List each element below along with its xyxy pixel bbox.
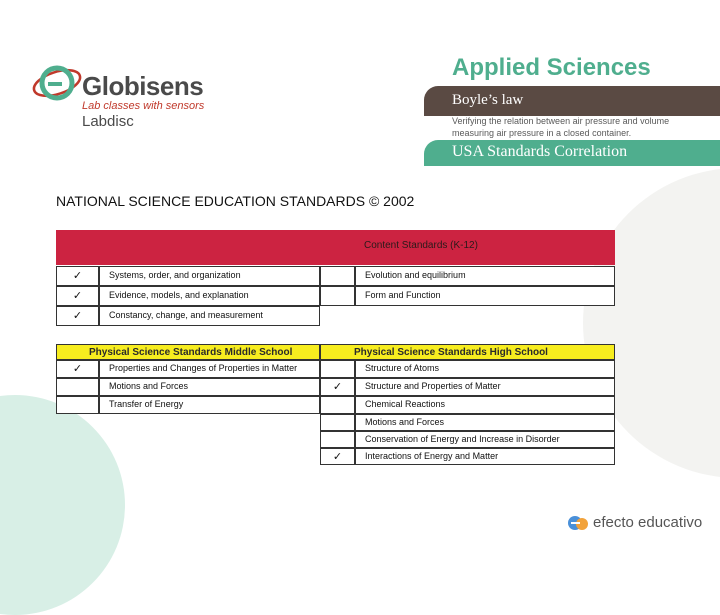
check-cell	[320, 286, 355, 306]
logo-name: Globisens	[82, 71, 204, 101]
high-school-header: Physical Science Standards High School	[320, 344, 615, 360]
high-school-item: Conservation of Energy and Increase in Disorder	[355, 431, 615, 448]
check-cell	[320, 266, 355, 286]
logo-tagline: Lab classes with sensors	[82, 100, 205, 112]
standards-title: NATIONAL SCIENCE EDUCATION STANDARDS © 2002	[56, 193, 415, 209]
content-standards-label: Content Standards (K-12)	[364, 240, 478, 251]
check-cell	[320, 431, 355, 448]
experiment-description: Verifying the relation between air pressure and volume measuring air pressure in a closed container.	[452, 116, 670, 138]
content-standard-item: Systems, order, and organization	[99, 266, 320, 286]
check-cell	[56, 306, 99, 326]
section-bar	[424, 140, 720, 166]
checkmark-icon: ✓	[332, 381, 343, 393]
check-cell	[56, 396, 99, 414]
checkmark-icon: ✓	[332, 451, 343, 463]
content-standard-item: Evidence, models, and explanation	[99, 286, 320, 306]
checkmark-icon: ✓	[72, 270, 83, 282]
logo-product: Labdisc	[82, 113, 134, 130]
checkmark-icon: ✓	[72, 290, 83, 302]
middle-school-item: Properties and Changes of Properties in Matter	[99, 360, 320, 378]
section-title: USA Standards Correlation	[452, 143, 628, 160]
check-cell	[320, 378, 355, 396]
category-title: Applied Sciences	[452, 54, 651, 81]
check-cell	[320, 396, 355, 414]
check-cell	[320, 448, 355, 465]
middle-school-item: Transfer of Energy	[99, 396, 320, 414]
globisens-logo-icon	[30, 60, 84, 106]
footer-brand: efecto educativo	[593, 514, 703, 531]
middle-school-item: Motions and Forces	[99, 378, 320, 396]
check-cell	[56, 360, 99, 378]
decorative-circle-left	[0, 395, 125, 615]
content-standard-item: Constancy, change, and measurement	[99, 306, 320, 326]
title-bar	[424, 86, 720, 116]
check-cell	[320, 360, 355, 378]
middle-school-header: Physical Science Standards Middle School	[56, 344, 320, 360]
checkmark-icon: ✓	[72, 363, 83, 375]
efecto-educativo-logo-icon	[567, 513, 589, 533]
content-standard-item: Form and Function	[355, 286, 615, 306]
check-cell	[56, 266, 99, 286]
content-standards-header	[56, 230, 615, 265]
checkmark-icon: ✓	[72, 310, 83, 322]
check-cell	[56, 286, 99, 306]
high-school-item: Chemical Reactions	[355, 396, 615, 414]
high-school-item: Structure and Properties of Matter	[355, 378, 615, 396]
high-school-item: Interactions of Energy and Matter	[355, 448, 615, 465]
check-cell	[320, 414, 355, 431]
high-school-item: Motions and Forces	[355, 414, 615, 431]
page-title: Boyle’s law	[452, 92, 524, 108]
high-school-item: Structure of Atoms	[355, 360, 615, 378]
check-cell	[56, 378, 99, 396]
content-standard-item: Evolution and equilibrium	[355, 266, 615, 286]
